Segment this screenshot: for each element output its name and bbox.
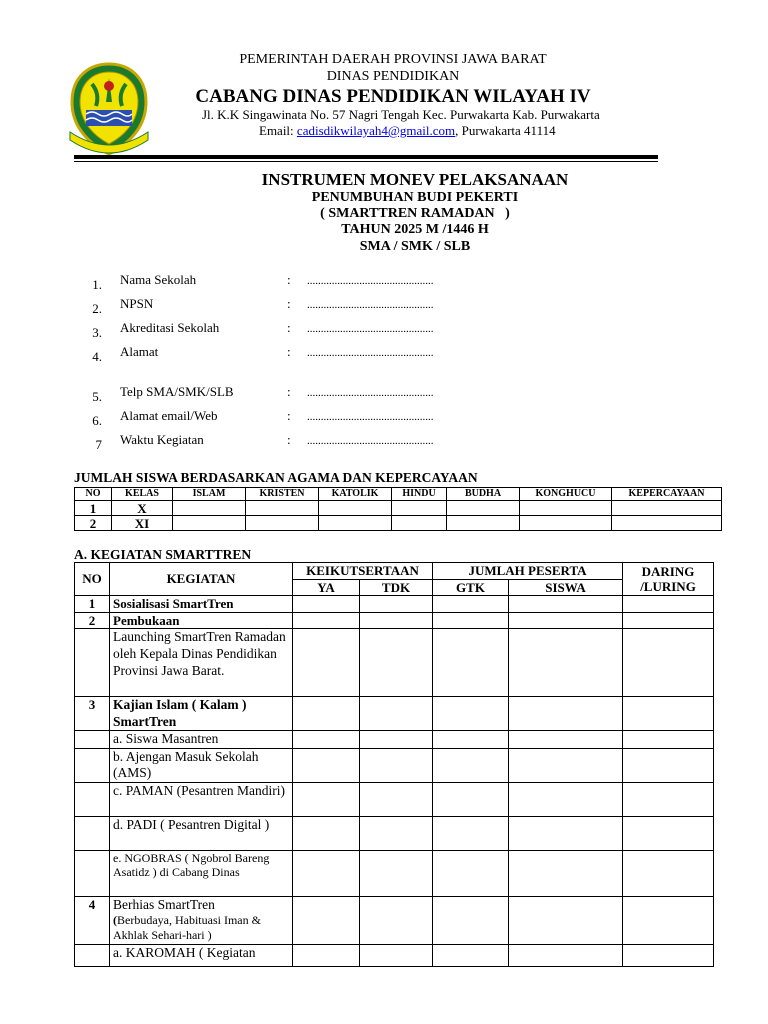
form-subtitle-3: TAHUN 2025 M /1446 H <box>341 222 489 237</box>
field-input-dots[interactable]: .............................................. <box>307 435 434 447</box>
empty-cell <box>392 501 447 516</box>
field-colon: : <box>287 344 291 359</box>
email-suffix: , Purwakarta 41114 <box>455 123 556 138</box>
empty-cell <box>246 516 319 531</box>
field-number: 4. <box>92 349 102 364</box>
table-row <box>75 629 714 697</box>
religion-table-heading: JUMLAH SISWA BERDASARKAN AGAMA DAN KEPERCAYAAN <box>74 470 478 485</box>
field-colon: : <box>287 272 291 287</box>
field-label: Waktu Kegiatan <box>120 432 204 447</box>
empty-cell <box>612 501 722 516</box>
table-row: 3 Kajian Islam ( Kalam ) SmartTren <box>75 697 714 731</box>
field-input-dots[interactable]: .............................................. <box>307 347 434 359</box>
activity-launching: Launching SmartTren Ramadan oleh Kepala Dinas Pendidikan Provinsi Jawa Barat. <box>110 629 293 697</box>
row-class: X <box>112 501 173 516</box>
field-label: Telp SMA/SMK/SLB <box>120 384 234 399</box>
religion-table <box>74 487 722 531</box>
table-row: 4 Berhias SmartTren (Berbudaya, Habituasi Iman & Akhlak Sehari-hari ) <box>75 896 714 944</box>
col-keikutsertaan: KEIKUTSERTAAN <box>293 563 433 580</box>
field-label: Akreditasi Sekolah <box>120 320 220 335</box>
field-input-dots[interactable]: .............................................. <box>307 275 434 287</box>
empty-cell <box>173 516 246 531</box>
activity-kajian-islam: Kajian Islam ( Kalam ) SmartTren <box>110 697 293 731</box>
religion-col-header: KELAS <box>112 488 173 501</box>
header-email-line <box>259 124 556 137</box>
table-row <box>75 516 722 531</box>
form-subtitle-4: SMA / SMK / SLB <box>359 239 471 254</box>
form-subtitle-2: ( SMARTTREN RAMADAN ) <box>320 206 510 221</box>
empty-cell <box>447 516 520 531</box>
field-colon: : <box>287 384 291 399</box>
field-input-dots[interactable]: .............................................. <box>307 323 434 335</box>
field-input-dots[interactable]: .............................................. <box>307 411 434 423</box>
activity-siswa-masantren: a. Siswa Masantren <box>110 731 293 748</box>
activity-berhias: Berhias SmartTren (Berbudaya, Habituasi Iman & Akhlak Sehari-hari ) <box>110 896 293 944</box>
col-ya: YA <box>293 579 360 596</box>
field-number: 2. <box>92 301 102 316</box>
activity-padi: d. PADI ( Pesantren Digital ) <box>110 816 293 850</box>
header-divider-thick <box>74 155 658 159</box>
field-colon: : <box>287 296 291 311</box>
field-label: Alamat <box>120 344 159 359</box>
empty-cell <box>612 516 722 531</box>
field-label: Alamat email/Web <box>120 408 218 423</box>
empty-cell <box>173 501 246 516</box>
col-siswa: SISWA <box>509 579 623 596</box>
field-label: NPSN <box>120 296 154 311</box>
religion-col-header: KATOLIK <box>319 488 392 501</box>
col-jumlah-peserta: JUMLAH PESERTA <box>433 563 623 580</box>
field-number: 5. <box>92 389 102 404</box>
religion-col-header: BUDHA <box>447 488 520 501</box>
table-row <box>75 748 714 782</box>
activity-sosialisasi: Sosialisasi SmartTren <box>110 596 293 613</box>
col-daring-luring: DARING /LURING <box>623 563 714 596</box>
col-tdk: TDK <box>360 579 433 596</box>
field-input-dots[interactable]: .............................................. <box>307 387 434 399</box>
empty-cell <box>319 516 392 531</box>
field-colon: : <box>287 408 291 423</box>
religion-col-header: KONGHUCU <box>520 488 612 501</box>
empty-cell <box>447 501 520 516</box>
table-row <box>75 782 714 816</box>
table-row <box>75 944 714 966</box>
form-subtitle-1: PENUMBUHAN BUDI PEKERTI <box>311 190 519 205</box>
table-row <box>75 501 722 516</box>
email-prefix: Email: <box>259 123 297 138</box>
religion-col-header: KEPERCAYAAN <box>612 488 722 501</box>
field-number: 7 <box>95 437 102 452</box>
religion-col-header: ISLAM <box>173 488 246 501</box>
activity-paman: c. PAMAN (Pesantren Mandiri) <box>110 782 293 816</box>
field-label: Nama Sekolah <box>120 272 197 287</box>
field-input-dots[interactable]: .............................................. <box>307 299 434 311</box>
field-number: 3. <box>92 325 102 340</box>
col-gtk: GTK <box>433 579 509 596</box>
col-no: NO <box>75 563 110 596</box>
field-number: 1. <box>92 277 102 292</box>
row-class: XI <box>112 516 173 531</box>
activity-ngobras: e. NGOBRAS ( Ngobrol Bareng Asatidz ) di Cabang Dinas <box>110 850 293 896</box>
header-address: Jl. K.K Singawinata No. 57 Nagri Tengah Kec. Purwakarta Kab. Purwakarta <box>202 107 600 122</box>
activity-pembukaan: Pembukaan <box>110 612 293 629</box>
activity-ams: b. Ajengan Masuk Sekolah (AMS) <box>110 748 293 782</box>
religion-col-header: KRISTEN <box>246 488 319 501</box>
form-title: INSTRUMEN MONEV PELAKSANAAN <box>261 170 569 189</box>
header-line-province: PEMERINTAH DAERAH PROVINSI JAWA BARAT <box>239 52 547 67</box>
col-kegiatan: KEGIATAN <box>110 563 293 596</box>
row-number: 2 <box>75 516 112 531</box>
activity-table-heading: A. KEGIATAN SMARTTREN <box>74 547 252 562</box>
table-row: 2 Pembukaan <box>75 612 714 629</box>
field-colon: : <box>287 432 291 447</box>
activity-table <box>74 562 714 967</box>
header-line-department: DINAS PENDIDIKAN <box>326 69 460 84</box>
field-colon: : <box>287 320 291 335</box>
table-row <box>75 816 714 850</box>
empty-cell <box>246 501 319 516</box>
religion-col-header: NO <box>75 488 112 501</box>
row-number: 1 <box>75 501 112 516</box>
empty-cell <box>392 516 447 531</box>
table-row: 1 Sosialisasi SmartTren <box>75 596 714 613</box>
religion-table-header-row <box>75 488 722 501</box>
field-number: 6. <box>92 413 102 428</box>
email-link[interactable]: cadisdikwilayah4@gmail.com <box>296 123 456 138</box>
empty-cell <box>319 501 392 516</box>
empty-cell <box>520 501 612 516</box>
table-row <box>75 850 714 896</box>
west-java-emblem-logo <box>66 62 152 158</box>
header-line-branch: CABANG DINAS PENDIDIKAN WILAYAH IV <box>195 86 591 107</box>
empty-cell <box>520 516 612 531</box>
header-divider-thin <box>74 161 658 162</box>
religion-col-header: HINDU <box>392 488 447 501</box>
activity-karomah: a. KAROMAH ( Kegiatan <box>110 944 293 966</box>
table-row <box>75 731 714 748</box>
